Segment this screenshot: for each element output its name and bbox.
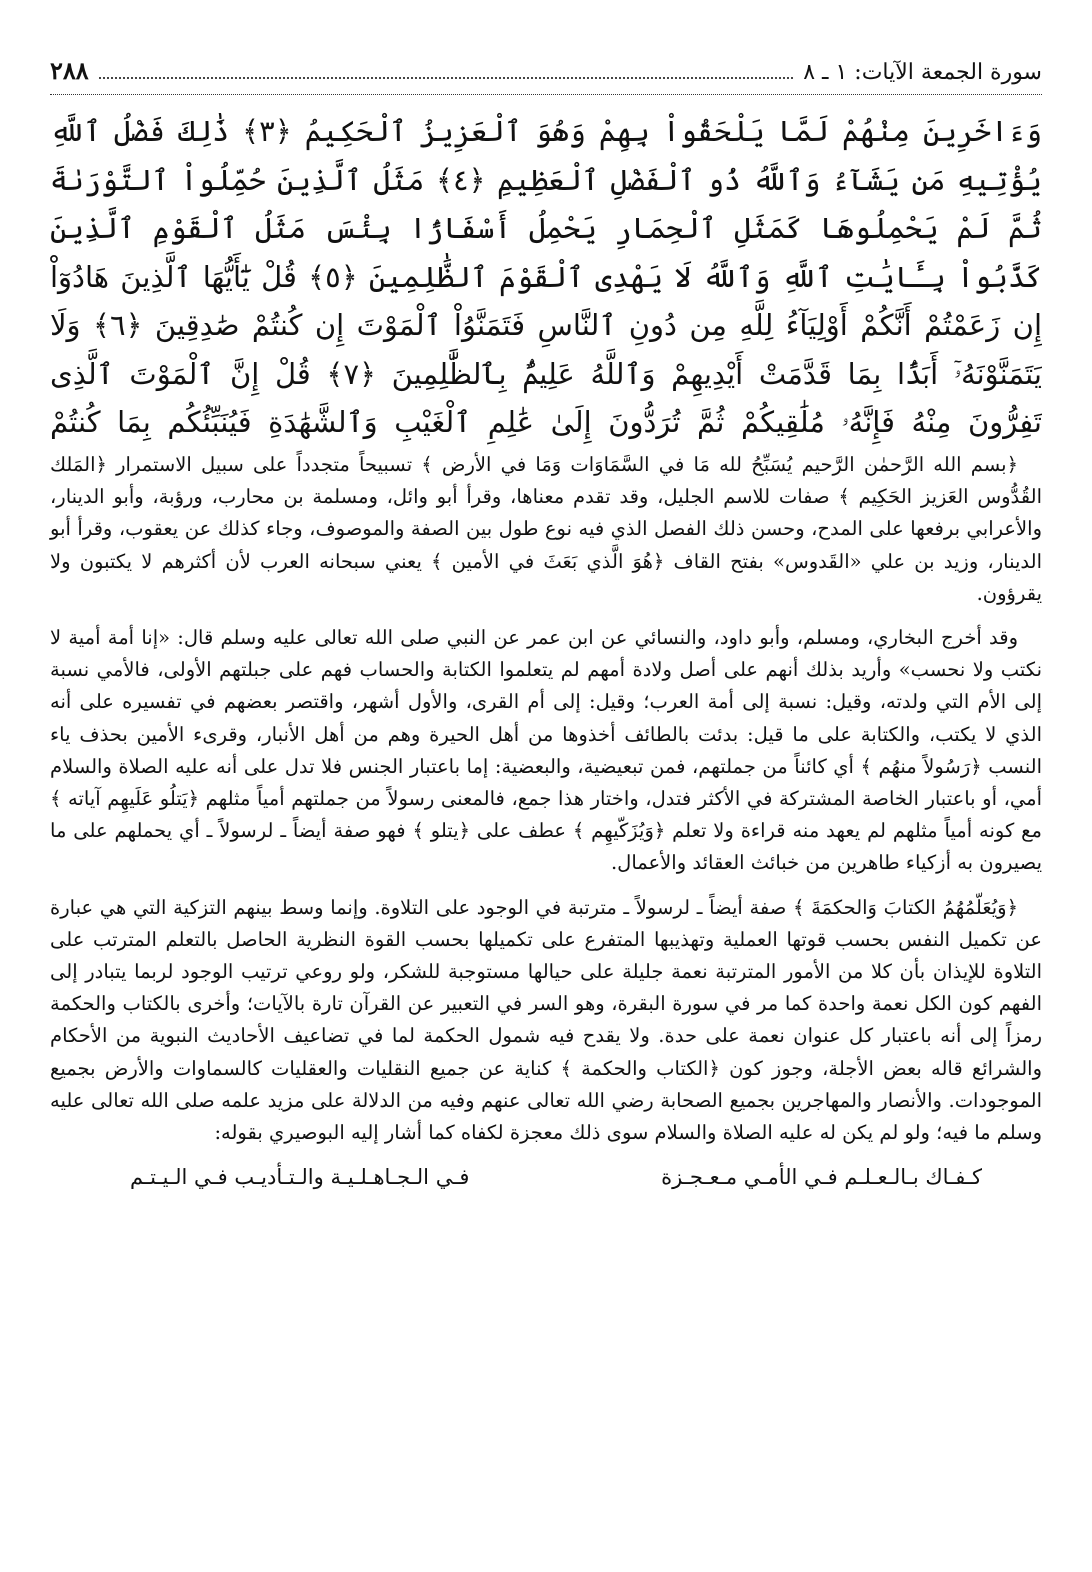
page-number: ٢٨٨ <box>50 56 89 85</box>
poem-verse-second-hemistich: فـي الـجـاهـلـيـة والـتـأديـب فـي الـيـتـم <box>130 1165 470 1190</box>
commentary-block <box>50 449 1042 1193</box>
quran-verses: وَءَاخَرِينَ مِنْهُمْ لَمَّا يَلْحَقُواْ بِهِمْ وَهُوَ ٱلْعَزِيزُ ٱلْحَكِيمُ ﴿٣﴾ ذَٰلِكَ فَضْلُ ٱللَّهِ يُؤْتِيهِ مَن يَشَآءُ وَٱللَّهُ ذُو ٱلْفَضْلِ ٱلْعَظِيمِ ﴿٤﴾ مَثَلُ ٱلَّذِينَ حُمِّلُواْ ٱلتَّوْرَىٰةَ ثُمَّ لَمْ يَحْمِلُوهَا كَمَثَلِ ٱلْحِمَارِ يَحْمِلُ أَسْفَارًۢا بِئْسَ مَثَلُ ٱلْقَوْمِ ٱلَّذِينَ كَذَّبُواْ بِـَٔايَٰتِ ٱللَّهِ وَٱللَّهُ لَا يَهْدِى ٱلْقَوْمَ ٱلظَّٰلِمِينَ ﴿٥﴾ قُلْ يَٰٓأَيُّهَا ٱلَّذِينَ هَادُوٓاْ إِن زَعَمْتُمْ أَنَّكُمْ أَوْلِيَآءُ لِلَّهِ مِن دُونِ ٱلنَّاسِ فَتَمَنَّوُاْ ٱلْمَوْتَ إِن كُنتُمْ صَٰدِقِينَ ﴿٦﴾ وَلَا يَتَمَنَّوْنَهُۥٓ أَبَدًۢا بِمَا قَدَّمَتْ أَيْدِيهِمْ وَٱللَّهُ عَلِيمٌۢ بِٱلظَّٰلِمِينَ ﴿٧﴾ قُلْ إِنَّ ٱلْمَوْتَ ٱلَّذِى تَفِرُّونَ مِنْهُ فَإِنَّهُۥ مُلَٰقِيكُمْ ثُمَّ تُرَدُّونَ إِلَىٰ عَٰلِمِ ٱلْغَيْبِ وَٱلشَّهَٰدَةِ فَيُنَبِّئُكُم بِمَا كُنتُمْ <box>50 114 1042 439</box>
quran-text-block <box>50 107 1042 449</box>
poem-verse-first-hemistich: كـفـاك بـالـعـلـم فـي الأمـي مـعـجـزة <box>661 1165 982 1190</box>
commentary-paragraph-3: ﴿وَيُعَلّمُهُمُ الكتابَ وَالحكمَةَ ﴾ صفة أيضاً ـ لرسولاً ـ مترتبة في الوجود على التلاوة. وإنما وسط بينهم التزكية التي هي عبارة عن تكميل النفس بحسب قوتها العملية وتهذيبها المتفرع على تكميلها بحسب القوة النظرية الحاصل بالتعلم المترتب على التلاوة للإيذان بأن كلا من الأمور المترتبة نعمة جليلة على حيالها مستوجبة للشكر، ولو روعي ترتيب الوجود لربما يتبادر إلى الفهم كون الكل نعمة واحدة كما مر في سورة البقرة، وهو السر في التعبير عن القرآن تارة بالآيات؛ وأخرى بالكتاب والحكمة رمزاً إلى أنه باعتبار كل عنوان نعمة على حدة. ولا يقدح فيه شمول الحكمة لما في تضاعيف الأحاديث النبوية من الأحكام والشرائع قاله بعض الأجلة، وجوز كون ﴿الكتاب والحكمة ﴾ كناية عن جميع النقليات والعقليات كالسماوات والأرض بجميع الموجودات. والأنصار والمهاجرين بجميع الصحابة رضي الله تعالى عنهم وفيه من الدلالة على مزيد علمه صلى الله تعالى عليه وسلم ما فيه؛ ولو لم يكن له عليه الصلاة والسلام سوى ذلك معجزة لكفاه كما أشار إليه البوصيري بقوله: <box>50 895 1042 1145</box>
book-page <box>50 56 1042 1193</box>
header-dotted-leader <box>99 77 794 79</box>
surah-title: سورة الجمعة الآيات: ١ ـ ٨ <box>803 60 1042 85</box>
poem-verse <box>50 1161 1042 1193</box>
page-header <box>50 56 1042 95</box>
commentary-paragraph-1: ﴿بسم الله الرَّحمٰن الرَّحيم يُسَبِّحُ لله مَا في السَّمَاوَات وَمَا في الأرض ﴾ تسبيحاً متجدداً على سبيل الاستمرار ﴿المَلك القُدُّوس العَزيز الحَكِيم ﴾ صفات للاسم الجليل، وقد تقدم معناها، وقرأ أبو وائل، ومسلمة بن محارب، ورؤبة، وأبو الدينار، والأعرابي برفعها على المدح، وحسن ذلك الفصل الذي فيه نوع طول بين الصفة والموصوف، وجاء كذلك عن يعقوب، وقرأ أبو الدينار، وزيد بن علي «القَدوس» بفتح القاف ﴿هُوَ الَّذي بَعَثَ في الأمين ﴾ يعني سبحانه العرب لأن أكثرهم لا يكتبون ولا يقرؤون. <box>50 453 1042 605</box>
commentary-paragraph-2: وقد أخرج البخاري، ومسلم، وأبو داود، والنسائي عن ابن عمر عن النبي صلى الله تعالى عليه وسلم قال: «إنا أمة أمية لا نكتب ولا نحسب» وأريد بذلك أنهم على أصل ولادة أمهم لم يتعلموا الكتابة والحساب فهم على جبلتهم الأولى، فالأمي نسبة إلى الأم التي ولدته، وقيل: نسبة إلى أمة العرب؛ وقيل: إلى أم القرى، والأول أشهر، واقتصر بعضهم في تفسيره على أنه الذي لا يكتب، والكتابة على ما قيل: بدئت بالطائف أخذوها من أهل الحيرة وهم من أهل الأنبار، وقرىء الأمين بحذف ياء النسب ﴿رَسُولاً منهُم ﴾ أي كائناً من جملتهم، فمن تبعيضية، والبعضية: إما باعتبار الجنس فلا تدل على أنه عليه الصلاة والسلام أمي، أو باعتبار الخاصة المشتركة في الأكثر فتدل، واختار هذا جمع، فالمعنى رسولاً من جملتهم أمياً مثلهم ﴿يَتلُو عَلَيهِم آياته ﴾ مع كونه أمياً مثلهم لم يعهد منه قراءة ولا تعلم ﴿وَيُزَكّيهِم ﴾ عطف على ﴿يتلو ﴾ فهو صفة أيضاً ـ لرسولاً ـ أي يحملهم على ما يصيرون به أزكياء طاهرين من خبائث العقائد والأعمال. <box>50 626 1042 875</box>
